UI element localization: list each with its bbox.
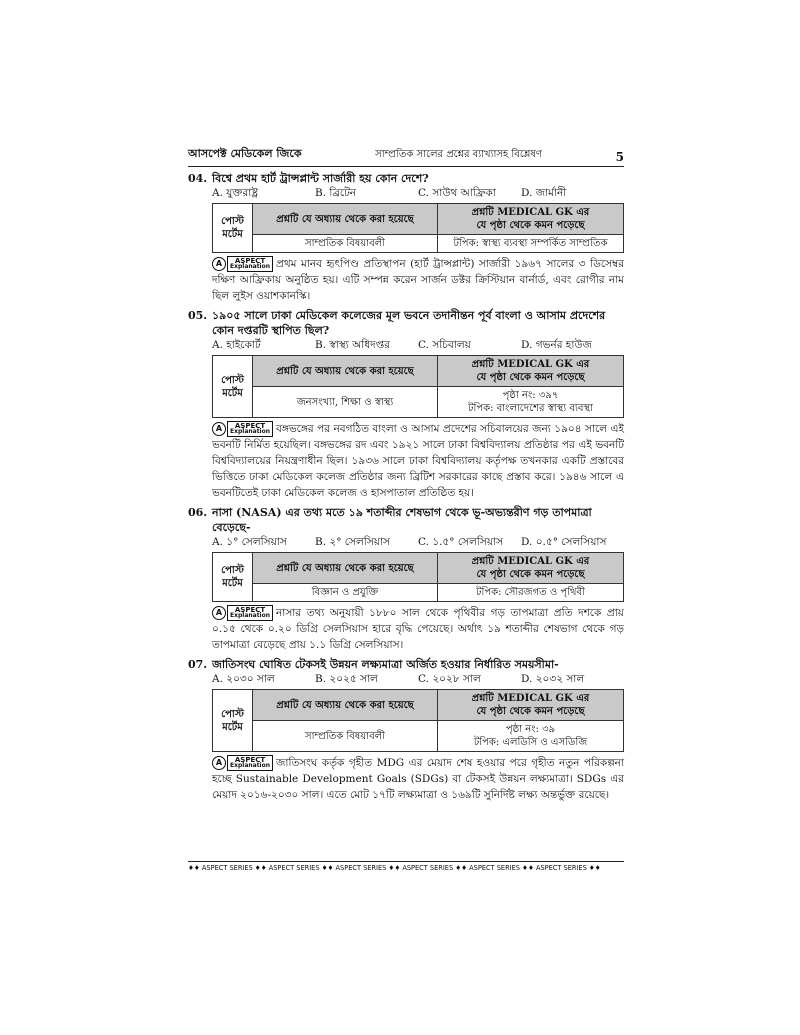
postmortem-label: পোস্ট মর্টেম bbox=[213, 356, 253, 417]
page-footer: ♦♦ ASPECT SERIES ♦♦ ASPECT SERIES ♦♦ ASPECT SERIES ♦♦ ASPECT SERIES ♦♦ ASPECT SERIES ♦♦ ASPECT SERIES ♦♦ bbox=[188, 861, 624, 872]
explanation-text: জাতিসংঘ কর্তৃক গৃহীত MDG এর মেয়াদ শেষ হওয়ার পরে গৃহীত নতুন পরিকল্পনা হচ্ছে Sustainable Development Goals (SDGs) বা টেকসই উন্নয়ন লক্ষ্যমাত্রা। SDGs এর মেয়াদ ২০১৬-২০৩০ সাল। এতে মোট ১৭টি লক্ষ্যমাত্রা ও ১৬৯টি সুনির্দিষ্ট লক্ষ্য অন্তর্ভুক্ত রয়েছে। bbox=[212, 757, 624, 801]
explanation bbox=[212, 421, 624, 501]
postmortem-header-page: প্রশ্নটি MEDICAL GK এর যে পৃষ্ঠা থেকে কমন পড়েছে bbox=[438, 553, 623, 584]
option-b: B. ২০২৫ সাল bbox=[315, 673, 378, 685]
book-title: আসপেক্ট মেডিকেল জিকে bbox=[188, 147, 302, 160]
question-block bbox=[188, 308, 624, 501]
postmortem-header-page: প্রশ্নটি MEDICAL GK এর যে পৃষ্ঠা থেকে কমন পড়েছে bbox=[438, 690, 623, 721]
explanation-text: নাসার তথ্য অনুযায়ী ১৮৮০ সাল থেকে পৃথিবীর গড় তাপমাত্রা প্রতি দশকে প্রায় ০.১৫ থেকে ০.২০ ডিগ্রি সেলসিয়াস হারে বৃদ্ধি পেয়েছে। অর্থাৎ ১৯ শতাব্দীর শেষভাগ থেকে গড় তাপমাত্রা বেড়েছে প্রায় ১.১ ডিগ্রি সেলসিয়াস। bbox=[212, 607, 624, 651]
explanation bbox=[212, 256, 624, 304]
aspect-logo-icon: A bbox=[212, 756, 226, 770]
section-title: সাম্প্রতিক সালের প্রশ্নের ব্যাখ্যাসহ বিশ্লেষণ bbox=[375, 149, 542, 160]
postmortem-chapter: সাম্প্রতিক বিষয়াবলী bbox=[253, 721, 438, 751]
option-b: B. ব্রিটেন bbox=[315, 187, 357, 199]
postmortem-header-chapter: প্রশ্নটি যে অধ্যায় থেকে করা হয়েছে bbox=[253, 553, 438, 584]
question bbox=[188, 505, 624, 535]
postmortem-label: পোস্ট মর্টেম bbox=[213, 553, 253, 601]
aspect-explanation-badge: A ASPECT Explanation bbox=[212, 605, 273, 621]
postmortem-chapter: জনসংখ্যা, শিক্ষা ও স্বাস্থ্য bbox=[253, 387, 438, 417]
postmortem-label: পোস্ট মর্টেম bbox=[213, 204, 253, 252]
option-a: A. ২০৩০ সাল bbox=[212, 673, 275, 685]
explanation bbox=[212, 605, 624, 653]
postmortem-table bbox=[212, 689, 624, 752]
question-text: বিশ্বে প্রথম হার্ট ট্রান্সপ্লান্ট সার্জারী হয় কোন দেশে? bbox=[212, 172, 429, 185]
question-number: 05. bbox=[188, 309, 208, 322]
question-block bbox=[188, 657, 624, 803]
question bbox=[188, 657, 624, 672]
options-row bbox=[212, 186, 624, 201]
postmortem-table bbox=[212, 355, 624, 418]
explanation-text: প্রথম মানব হৃৎপিণ্ড প্রতিস্থাপন (হার্ট ট্রান্সপ্লান্ট) সার্জারী ১৯৬৭ সালের ৩ ডিসেম্বর দক্ষিণ আফ্রিকায় অনুষ্ঠিত হয়। এটি সম্পন্ন করেন সার্জন ডক্টর ক্রিস্টিয়ান বার্নার্ড, এবং রোগীর নাম ছিল লুইস ওয়াশকানস্কি। bbox=[212, 258, 624, 302]
postmortem-header-chapter: প্রশ্নটি যে অধ্যায় থেকে করা হয়েছে bbox=[253, 356, 438, 387]
option-b: B. স্বাস্থ্য অধিদপ্তর bbox=[315, 339, 391, 351]
options-row bbox=[212, 535, 624, 550]
option-c: C. ১.৫° সেলসিয়াস bbox=[418, 536, 504, 548]
page-header bbox=[188, 149, 624, 167]
explanation bbox=[212, 755, 624, 803]
option-c: C. ২০২৮ সাল bbox=[418, 673, 481, 685]
options-row bbox=[212, 672, 624, 687]
postmortem-header-page: প্রশ্নটি MEDICAL GK এর যে পৃষ্ঠা থেকে কমন পড়েছে bbox=[438, 356, 623, 387]
question-text: ১৯০৫ সালে ঢাকা মেডিকেল কলেজের মূল ভবনে তদানীন্তন পূর্ব বাংলা ও আসাম প্রদেশের কোন দপ্তরটি স্থাপিত ছিল? bbox=[212, 309, 606, 337]
postmortem-header-chapter: প্রশ্নটি যে অধ্যায় থেকে করা হয়েছে bbox=[253, 204, 438, 235]
option-a: A. ১° সেলসিয়াস bbox=[212, 536, 287, 548]
option-c: C. সচিবালয় bbox=[418, 339, 471, 351]
postmortem-page: টপিক: স্বাস্থ্য ব্যবস্থা সম্পর্কিত সাম্প্রতিক bbox=[453, 238, 608, 249]
option-d: D. ২০৩২ সাল bbox=[521, 673, 585, 685]
question-number: 04. bbox=[188, 172, 208, 185]
aspect-logo-icon: A bbox=[212, 422, 226, 436]
postmortem-page: টপিক: সৌরজগত ও পৃথিবী bbox=[476, 587, 585, 598]
aspect-explanation-badge: A ASPECT Explanation bbox=[212, 256, 273, 272]
postmortem-chapter: বিজ্ঞান ও প্রযুক্তি bbox=[253, 584, 438, 601]
aspect-logo-icon: A bbox=[212, 606, 226, 620]
postmortem-page: পৃষ্ঠা নং: ৩৯ টপিক: এলডিসি ও এসডিজি bbox=[473, 724, 588, 748]
aspect-explanation-badge: A ASPECT Explanation bbox=[212, 421, 273, 437]
page-number: 5 bbox=[615, 150, 624, 164]
option-a: A. হাইকোর্ট bbox=[212, 339, 261, 351]
option-c: C. সাউথ আফ্রিকা bbox=[418, 187, 496, 199]
postmortem-table bbox=[212, 552, 624, 602]
question-list bbox=[188, 171, 624, 803]
option-d: D. জার্মানী bbox=[521, 187, 567, 199]
option-b: B. ২° সেলসিয়াস bbox=[315, 536, 390, 548]
options-row bbox=[212, 338, 624, 353]
postmortem-label: পোস্ট মর্টেম bbox=[213, 690, 253, 751]
postmortem-table bbox=[212, 203, 624, 253]
postmortem-header-page: প্রশ্নটি MEDICAL GK এর যে পৃষ্ঠা থেকে কমন পড়েছে bbox=[438, 204, 623, 235]
question bbox=[188, 308, 624, 338]
question-number: 06. bbox=[188, 506, 208, 519]
aspect-explanation-badge: A ASPECT Explanation bbox=[212, 755, 273, 771]
question-number: 07. bbox=[188, 658, 208, 671]
question-block bbox=[188, 505, 624, 653]
question bbox=[188, 171, 624, 186]
option-a: A. যুক্তরাষ্ট্র bbox=[212, 187, 259, 199]
document-page bbox=[188, 149, 624, 803]
question-block bbox=[188, 171, 624, 304]
explanation-text: বঙ্গভঙ্গের পর নবগঠিত বাংলা ও আসাম প্রদেশের সচিবালয়ের জন্য ১৯০৪ সালে এই ভবনটি নির্মিত হয়েছিল। বঙ্গভঙ্গের রদ এবং ১৯২১ সালে ঢাকা বিশ্ববিদ্যালয় প্রতিষ্ঠার পর এই ভবনটি বিশ্ববিদ্যালয়ের নিয়ন্ত্রণাধীন ছিল। ১৯৩৬ সালে ঢাকা বিশ্ববিদ্যালয় কর্তৃপক্ষ তখনকার একটি প্রস্তাবের ভিত্তিতে ঢাকা মেডিকেল কলেজ প্রতিষ্ঠার জন্য ব্রিটিশ সরকারের কাছে প্রস্তাব করে। ১৯৪৬ সালে এ ভবনটিতেই ঢাকা মেডিকেল কলেজ ও হাসপাতাল প্রতিষ্ঠিত হয়। bbox=[212, 423, 624, 499]
postmortem-header-chapter: প্রশ্নটি যে অধ্যায় থেকে করা হয়েছে bbox=[253, 690, 438, 721]
question-text: নাসা (NASA) এর তথ্য মতে ১৯ শতাব্দীর শেষভাগ থেকে ভূ-অভ্যন্তরীণ গড় তাপমাত্রা বেড়েছে- bbox=[212, 506, 592, 534]
aspect-logo-icon: A bbox=[212, 257, 226, 271]
postmortem-chapter: সাম্প্রতিক বিষয়াবলী bbox=[253, 235, 438, 252]
option-d: D. ০.৫° সেলসিয়াস bbox=[521, 536, 607, 548]
question-text: জাতিসংঘ ঘোষিত টেকসই উন্নয়ন লক্ষ্যমাত্রা অর্জিত হওয়ার নির্ধারিত সময়সীমা- bbox=[212, 658, 559, 671]
option-d: D. গভর্নর হাউজ bbox=[521, 339, 592, 351]
postmortem-page: পৃষ্ঠা নং: ৩৯৭ টপিক: বাংলাদেশের স্বাস্থ্য ব্যবস্থা bbox=[468, 390, 593, 414]
